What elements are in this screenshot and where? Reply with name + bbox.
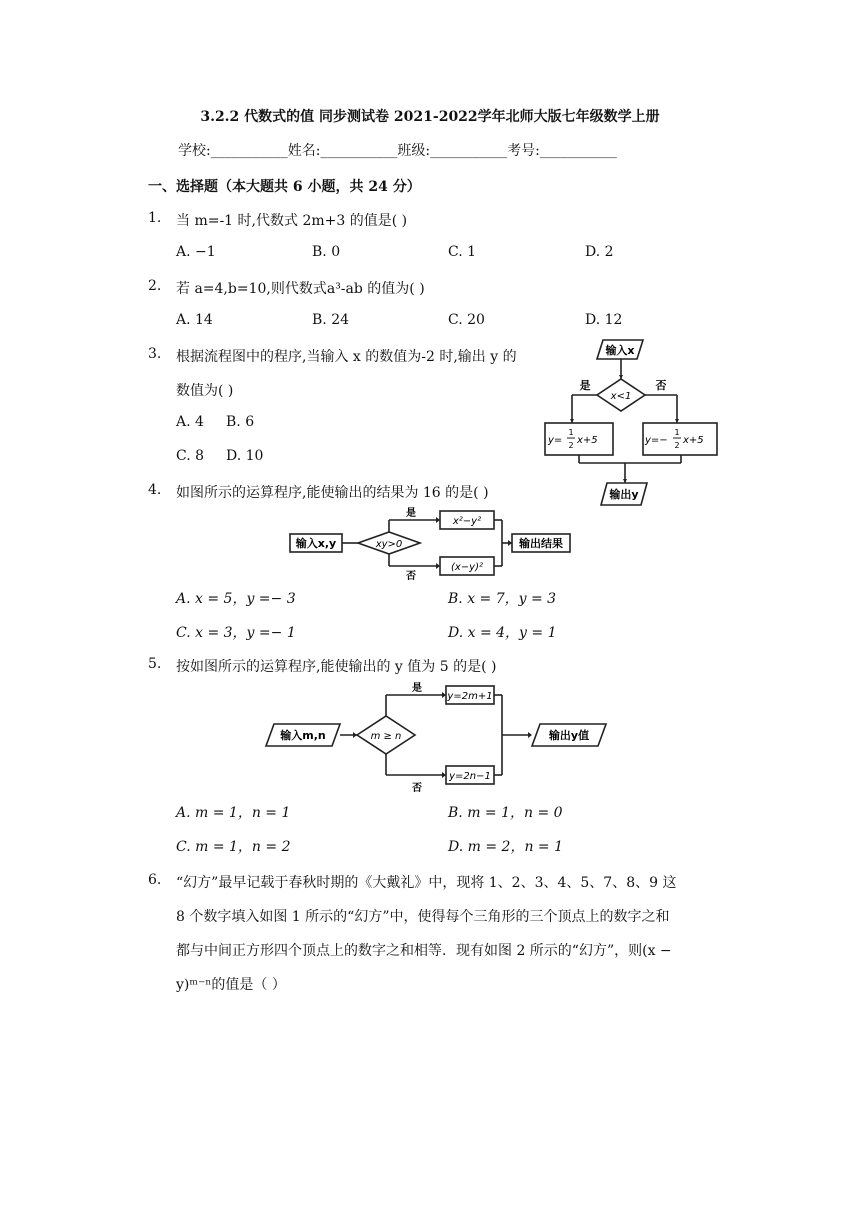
question-text-line2: 数值为( ) [176, 383, 234, 399]
question-number: 2. [148, 278, 162, 294]
student-info-line: 学校:___________姓名:___________班级:___________考号:___________ [178, 143, 617, 159]
yes-label: 是 [406, 508, 416, 519]
question-number: 1. [148, 210, 162, 226]
option-d: D. m = 2，n = 1 [448, 839, 563, 855]
option-c: C. 8 [176, 448, 205, 464]
question-number: 3. [148, 346, 162, 362]
condition-label: x<1 [610, 391, 632, 402]
output-label: 输出y值 [548, 729, 590, 742]
frac-num: 1 [568, 428, 574, 437]
question-number: 6. [148, 872, 162, 888]
option-d: D. 12 [585, 312, 623, 328]
question-number: 5. [148, 656, 162, 672]
question-text-line3: 都与中间正方形四个顶点上的数字之和相等．现有如图 2 所示的“幻方”，则(x − [176, 943, 672, 959]
question-number: 4. [148, 482, 162, 498]
output-label: 输出结果 [519, 537, 563, 550]
question-text: 当 m=-1 时,代数式 2m+3 的值是( ) [176, 213, 408, 229]
right-formula-b: x+5 [683, 435, 704, 446]
condition-label: m ≥ n [370, 731, 402, 742]
option-c: C. 20 [448, 312, 485, 328]
question-text: 如图所示的运算程序,能使输出的结果为 16 的是( ) [176, 485, 489, 501]
question-text: 若 a=4,b=10,则代数式a³-ab 的值为( ) [176, 281, 425, 297]
option-d: D. x = 4，y = 1 [448, 625, 557, 641]
left-formula-b: x+5 [577, 435, 598, 446]
option-b: B. x = 7，y = 3 [448, 591, 557, 607]
option-b: B. 6 [226, 414, 255, 430]
option-a: A. m = 1，n = 1 [176, 805, 291, 821]
question-text: 按如图所示的运算程序,能使输出的 y 值为 5 的是( ) [176, 659, 497, 675]
question-text-line1: 根据流程图中的程序,当输入 x 的数值为-2 时,输出 y 的 [176, 349, 517, 365]
question-text-line4: y)ᵐ⁻ⁿ的值是（ ） [176, 977, 286, 993]
bottom-formula: y=2n−1 [449, 771, 491, 782]
left-formula-a: y= [548, 435, 563, 446]
input-label: 输入x [605, 344, 635, 357]
section-heading: 一、选择题（本大题共 6 小题，共 24 分） [148, 179, 421, 195]
frac-num: 1 [674, 428, 680, 437]
no-label: 否 [406, 571, 416, 580]
question-text-line1: “幻方”最早记载于春秋时期的《大戴礼》中，现将 1、2、3、4、5、7、8、9 这 [176, 875, 677, 891]
option-d: D. 10 [226, 448, 264, 464]
frac-den: 2 [674, 441, 680, 450]
option-b: B. m = 1，n = 0 [448, 805, 563, 821]
output-label: 输出y [609, 488, 639, 501]
flowchart-q5 [262, 680, 617, 795]
input-label: 输入x,y [295, 537, 337, 550]
yes-label: 是 [579, 379, 591, 392]
frac-den: 2 [568, 441, 574, 450]
option-a: A. x = 5，y =− 3 [176, 591, 296, 607]
option-a: A. −1 [176, 244, 216, 260]
option-c: C. 1 [448, 244, 477, 260]
condition-label: xy>0 [375, 539, 403, 550]
yes-label: 是 [412, 683, 422, 694]
option-a: A. 14 [176, 312, 213, 328]
flowchart-q4 [288, 505, 573, 580]
no-label: 否 [412, 783, 422, 794]
option-c: C. m = 1，n = 2 [176, 839, 291, 855]
option-d: D. 2 [585, 244, 614, 260]
option-b: B. 0 [312, 244, 341, 260]
bottom-formula: (x−y)² [450, 562, 484, 573]
no-label: 否 [655, 379, 667, 392]
right-formula-a: y=− [645, 435, 668, 446]
input-label: 输入m,n [280, 729, 326, 742]
page-title: 3.2.2 代数式的值 同步测试卷 2021-2022学年北师大版七年级数学上册 [200, 109, 660, 125]
option-a: A. 4 [176, 414, 204, 430]
option-b: B. 24 [312, 312, 350, 328]
option-c: C. x = 3，y =− 1 [176, 625, 296, 641]
top-formula: x²−y² [452, 516, 482, 527]
flowchart-q3 [535, 333, 720, 513]
question-text-line2: 8 个数字填入如图 1 所示的“幻方”中，使得每个三角形的三个顶点上的数字之和 [176, 909, 670, 925]
top-formula: y=2m+1 [447, 691, 493, 702]
